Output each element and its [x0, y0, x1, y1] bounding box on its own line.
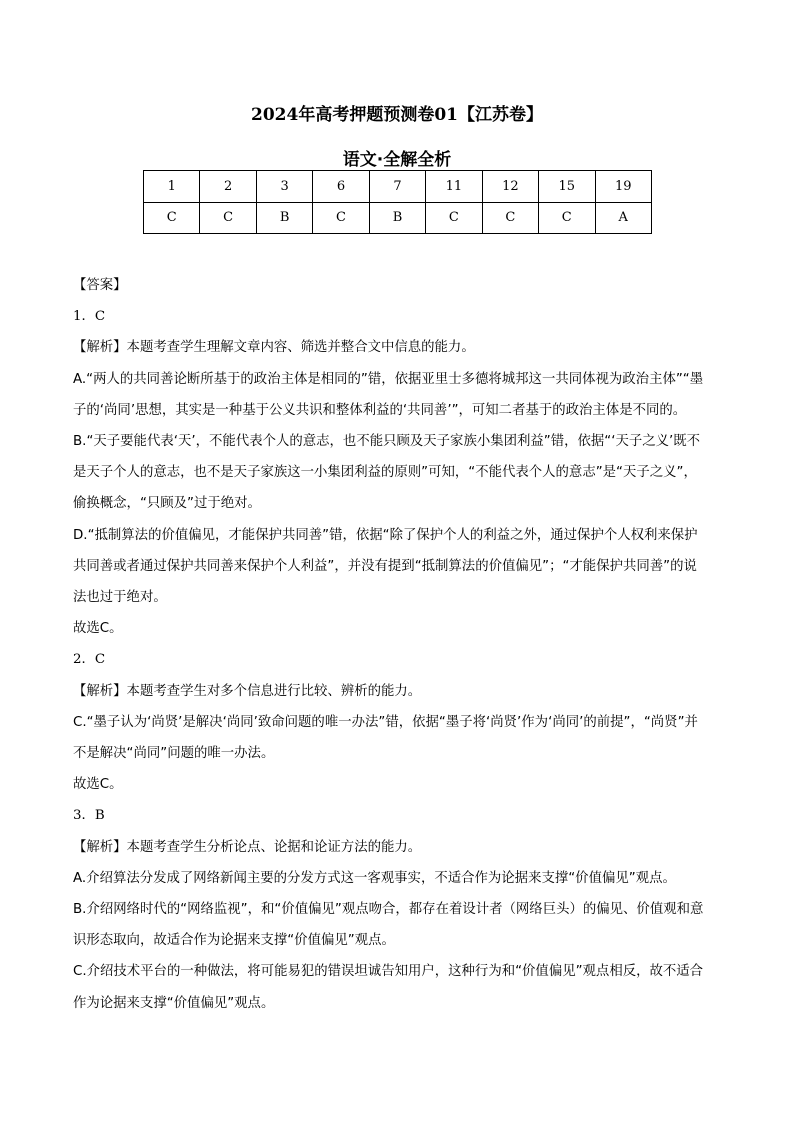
- question-number-cell: 1: [144, 171, 200, 203]
- answer-cell: C: [426, 202, 482, 234]
- question-2-analysis: 【解析】本题考查学生对多个信息进行比较、辨析的能力。: [73, 683, 422, 699]
- question-number-cell: 19: [595, 171, 652, 203]
- question-3-answer: 3．B: [73, 808, 105, 824]
- question-2-answer: 2．C: [73, 652, 106, 668]
- question-number-cell: 7: [369, 171, 425, 203]
- option-c-line: 作为论据来支撑“价值偏见”观点。: [73, 995, 275, 1011]
- answer-cell: B: [369, 202, 425, 234]
- option-d-line: D.“抵制算法的价值偏见，才能保护共同善”错，依据“除了保护个人的利益之外，通过保护个人权利来保护: [73, 527, 698, 543]
- question-1-analysis: 【解析】本题考查学生理解文章内容、筛选并整合文中信息的能力。: [73, 340, 475, 356]
- option-d-line: 法也过于绝对。: [73, 590, 167, 606]
- question-number-cell: 3: [256, 171, 312, 203]
- answer-explanations: [73, 270, 725, 1019]
- question-1-conclusion: 故选C。: [73, 621, 123, 637]
- answer-cell: C: [313, 202, 369, 234]
- option-c-line: C.“墨子认为‘尚贤’是解决‘尚同’致命问题的唯一办法”错，依据“墨子将‘尚贤’作为‘尚同’的前提”，“尚贤”并: [73, 714, 698, 730]
- answer-heading: 【答案】: [73, 278, 127, 293]
- answer-cell: C: [539, 202, 595, 234]
- question-1-answer: 1．C: [73, 309, 106, 325]
- answer-cell: A: [595, 202, 652, 234]
- option-b-line: B.介绍网络时代的“网络监视”，和“价值偏见”观点吻合，都存在着设计者（网络巨头）的偏见、价值观和意: [73, 902, 704, 918]
- answer-cell: C: [200, 202, 256, 234]
- option-b-line: 识形态取向，故适合作为论据来支撑“价值偏见”观点。: [73, 933, 395, 949]
- option-a-line: A.“两人的共同善论断所基于的政治主体是相同的”错，依据亚里士多德将城邦这一共同体视为政治主体”“墨: [73, 371, 704, 387]
- option-b-line: 偷换概念，“只顾及”过于绝对。: [73, 496, 261, 512]
- option-c-line: 不是解决“尚同”问题的唯一办法。: [73, 746, 275, 762]
- page-title: 2024年高考押题预测卷01【江苏卷】: [251, 105, 543, 125]
- option-c-line: C.介绍技术平台的一种做法，将可能易犯的错误坦诚告知用户，这种行为和“价值偏见”观点相反，故不适合: [73, 964, 704, 980]
- question-number-cell: 11: [426, 171, 482, 203]
- answer-row: [144, 202, 652, 234]
- option-a-line: A.介绍算法分发成了网络新闻主要的分发方式这一客观事实，不适合作为论据来支撑“价值偏见”观点。: [73, 870, 676, 886]
- question-2-conclusion: 故选C。: [73, 777, 123, 793]
- option-b-line: 是天子个人的意志，也不是天子家族这一小集团利益的原则”可知，“不能代表个人的意志”是“天子之义”，: [73, 465, 697, 481]
- question-number-cell: 2: [200, 171, 256, 203]
- answer-cell: C: [482, 202, 538, 234]
- question-number-cell: 6: [313, 171, 369, 203]
- question-number-cell: 15: [539, 171, 595, 203]
- page-subtitle: 语文·全解全析: [342, 150, 452, 170]
- question-number-row: [144, 171, 652, 203]
- option-b-line: B.“天子要能代表‘天’，不能代表个人的意志，也不能只顾及天子家族小集团利益”错，依据“‘天子之义’既不: [73, 434, 701, 450]
- question-number-cell: 12: [482, 171, 538, 203]
- answer-cell: B: [256, 202, 312, 234]
- option-d-line: 共同善或者通过保护共同善来保护个人利益”，并没有提到“抵制算法的价值偏见”；“才能保护共同善”的说: [73, 558, 697, 574]
- option-a-line: 子的‘尚同’思想，其实是一种基于公义共识和整体利益的‘共同善’”，可知二者基于的政治主体是不同的。: [73, 402, 687, 418]
- answer-cell: C: [144, 202, 200, 234]
- question-3-analysis: 【解析】本题考查学生分析论点、论据和论证方法的能力。: [73, 839, 422, 855]
- answer-table: [143, 170, 652, 234]
